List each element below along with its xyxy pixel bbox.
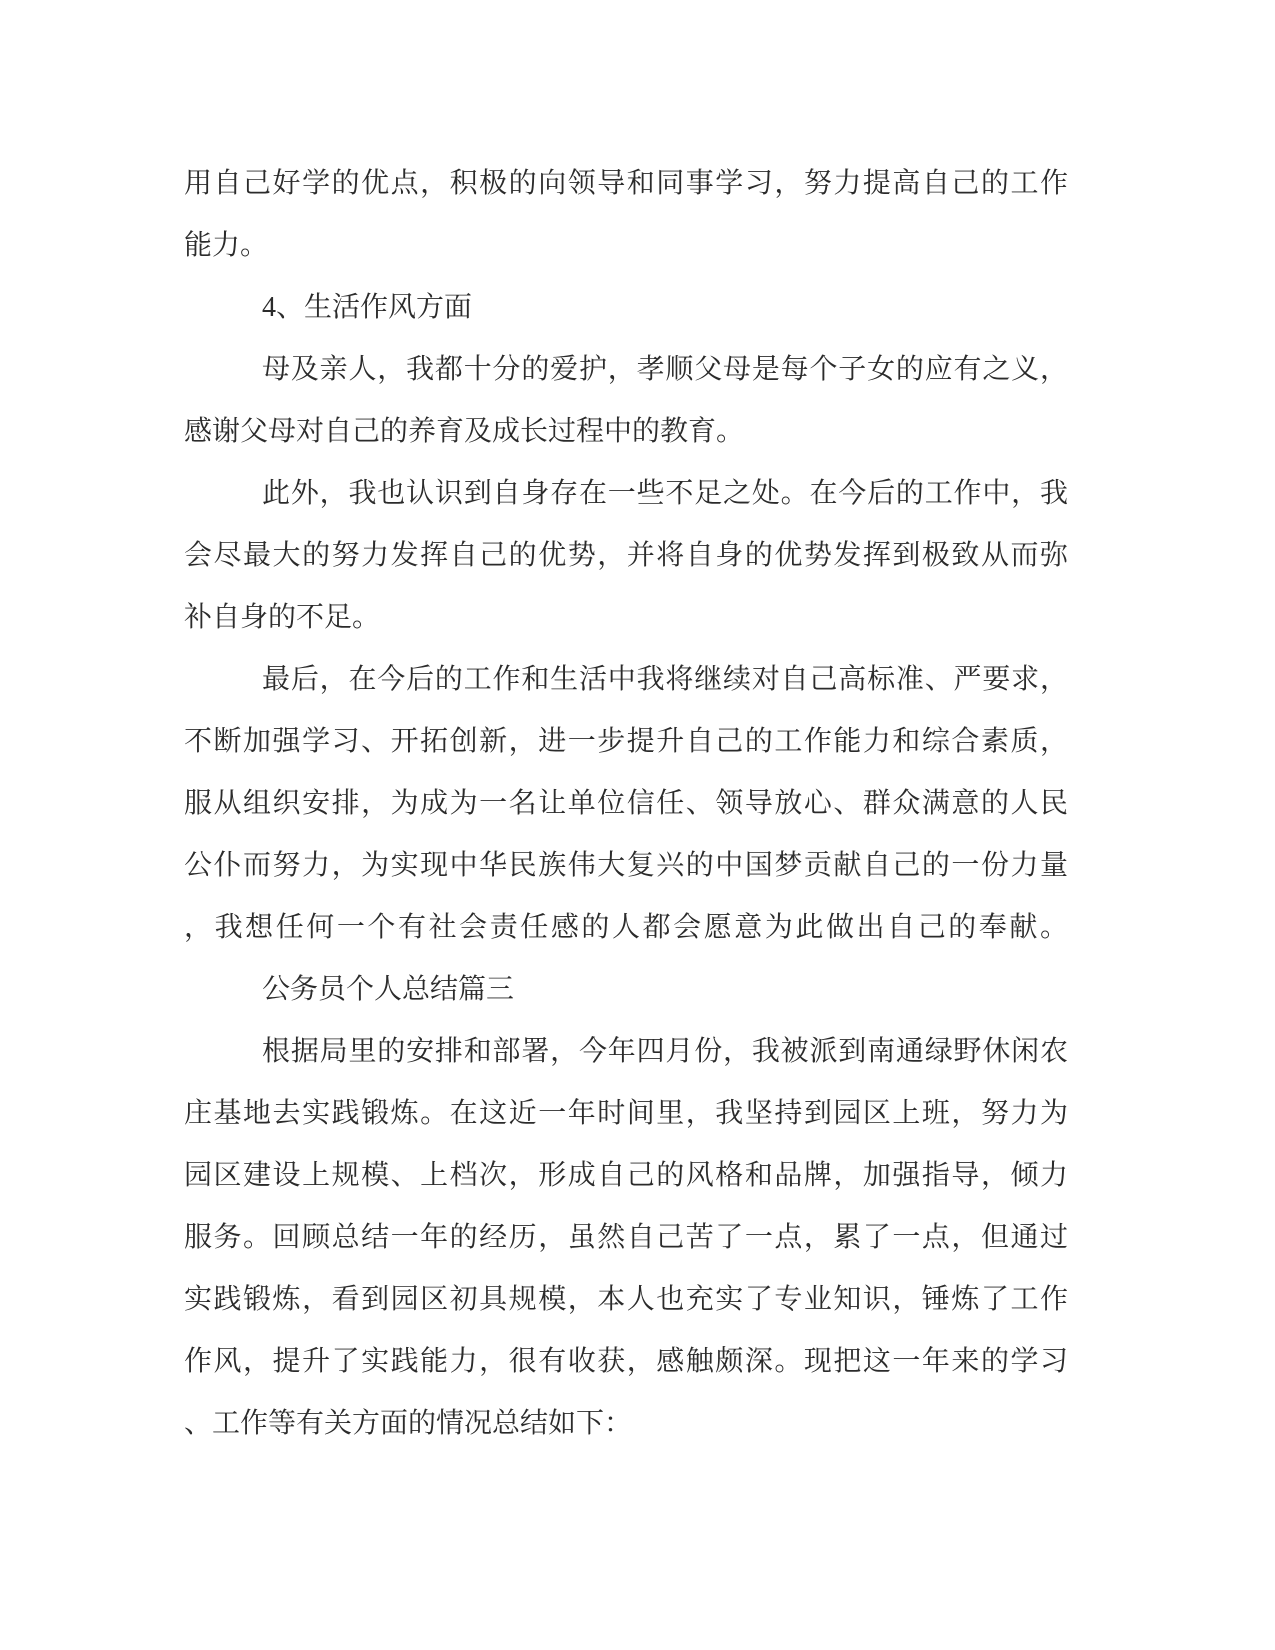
text-line: 不断加强学习、开拓创新，进一步提升自己的工作能力和综合素质， xyxy=(184,726,1068,757)
text-line: 庄基地去实践锻炼。在这近一年时间里，我坚持到园区上班，努力为 xyxy=(184,1098,1068,1129)
text-line: 感谢父母对自己的养育及成长过程中的教育。 xyxy=(184,416,745,447)
text-line: 补自身的不足。 xyxy=(184,602,381,633)
text-line: 作风，提升了实践能力，很有收获，感触颇深。现把这一年来的学习 xyxy=(184,1346,1068,1377)
text-line: 会尽最大的努力发挥自己的优势，并将自身的优势发挥到极致从而弥 xyxy=(184,540,1068,571)
text-line: 实践锻炼，看到园区初具规模，本人也充实了专业知识，锤炼了工作 xyxy=(184,1284,1068,1315)
text-line: 此外，我也认识到自身存在一些不足之处。在今后的工作中，我 xyxy=(262,478,1068,509)
text-line: 公仆而努力，为实现中华民族伟大复兴的中国梦贡献自己的一份力量 xyxy=(184,850,1068,881)
text-line: 根据局里的安排和部署，今年四月份，我被派到南通绿野休闲农 xyxy=(262,1036,1068,1067)
text-line: 4、生活作风方面 xyxy=(262,292,473,323)
text-line: 公务员个人总结篇三 xyxy=(262,974,515,1005)
text-line: 能力。 xyxy=(184,230,269,261)
text-line: 服从组织安排，为成为一名让单位信任、领导放心、群众满意的人民 xyxy=(184,788,1068,819)
text-line: 母及亲人，我都十分的爱护，孝顺父母是每个子女的应有之义， xyxy=(262,354,1068,385)
document-body xyxy=(184,153,1068,1455)
text-line: 用自己好学的优点，积极的向领导和同事学习，努力提高自己的工作 xyxy=(184,168,1068,199)
text-line: ，我想任何一个有社会责任感的人都会愿意为此做出自己的奉献。 xyxy=(184,912,1068,943)
text-line: 、工作等有关方面的情况总结如下： xyxy=(184,1408,633,1439)
text-line: 最后，在今后的工作和生活中我将继续对自己高标准、严要求， xyxy=(262,664,1068,695)
text-line: 服务。回顾总结一年的经历，虽然自己苦了一点，累了一点，但通过 xyxy=(184,1222,1068,1253)
text-line: 园区建设上规模、上档次，形成自己的风格和品牌，加强指导，倾力 xyxy=(184,1160,1068,1191)
